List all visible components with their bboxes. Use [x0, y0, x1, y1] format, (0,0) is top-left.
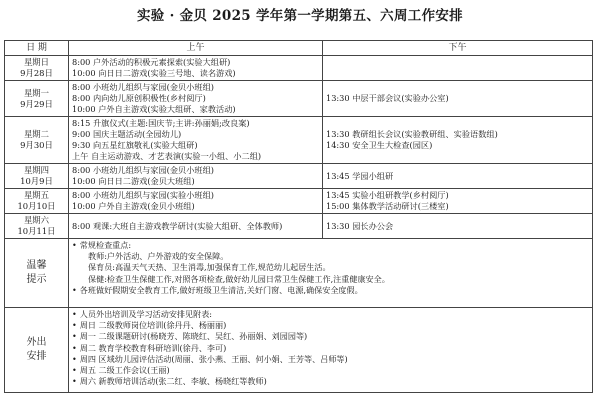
day-row — [5, 214, 593, 239]
notes-line: • 常规检查重点: — [72, 240, 589, 251]
outing-line: • 周五 二级工作会议(王丽) — [72, 365, 589, 376]
day-date — [5, 189, 69, 214]
weekday-label: 星期六 — [23, 215, 50, 225]
notes-label: 温馨 提示 — [5, 239, 69, 308]
schedule-entry: 13:30 中层干部会议(实验办公室) — [326, 93, 449, 103]
outing-label: 外出 安排 — [5, 308, 69, 393]
notes-line: • 各班做好假期安全教育工作,做好班级卫生清洁,关好门窗、电源,确保安全度假。 — [72, 285, 589, 296]
date-label: 10月11日 — [17, 226, 56, 236]
schedule-entry: 8:00 小班幼儿组织与家园(金贝小班组) — [72, 165, 215, 175]
outing-line: • 人员外出培训及学习活动安排见附表: — [72, 309, 589, 320]
schedule-entry: 13:45 实验小组研教学(乡村阅厅) — [326, 190, 449, 200]
afternoon-cell — [323, 81, 593, 117]
morning-cell — [69, 81, 323, 117]
afternoon-cell — [323, 164, 593, 189]
outing-line: • 周六 新教师培训活动(张二红、李敏、杨晓红等教师) — [72, 376, 589, 387]
afternoon-cell — [323, 56, 593, 81]
morning-cell — [69, 189, 323, 214]
schedule-entry: 13:30 园长办公会 — [326, 220, 394, 231]
outing-row — [5, 308, 593, 393]
schedule-entry: 8:00 内向幼儿原创积极性(乡村阅厅) — [72, 93, 206, 103]
weekday-label: 星期二 — [23, 129, 50, 139]
schedule-entry: 13:30 教研组长会议(实验教研组、实验语数组) — [326, 129, 498, 139]
notes-row — [5, 239, 593, 308]
schedule-entry: 10:00 户外自主游戏(金贝小班组) — [72, 201, 195, 211]
date-label: 9月28日 — [20, 68, 53, 78]
outing-line: • 周二 教育学校教育科研培训(徐丹、李可) — [72, 343, 589, 354]
weekday-label: 星期一 — [23, 87, 50, 98]
day-date — [5, 81, 69, 117]
day-date — [5, 117, 69, 164]
morning-cell — [69, 56, 323, 81]
schedule-entry: 8:00 观课:大班自主游戏教学研讨(实验大组研、全体教师) — [72, 220, 283, 231]
schedule-entry: 10:00 户外自主游戏(实验大组研、家教活动) — [72, 104, 236, 114]
morning-cell — [69, 117, 323, 164]
outing-content — [69, 308, 593, 393]
day-date — [5, 214, 69, 239]
notes-line: 教师:户外活动、户外游戏的安全保障。 — [88, 251, 229, 262]
schedule-entry: 8:00 小班幼儿组织与家园(实验小班组) — [72, 190, 215, 200]
day-row — [5, 164, 593, 189]
date-label: 10月10日 — [17, 201, 56, 211]
weekday-label: 星期四 — [23, 165, 50, 175]
date-label: 10月9日 — [20, 176, 53, 186]
day-row — [5, 189, 593, 214]
schedule-entry: 13:45 学园小组研 — [326, 170, 394, 181]
day-row — [5, 56, 593, 81]
notes-line: 保育员:高温天气天热、卫生消毒,加强保育工作,规范幼儿起居生活。 — [88, 262, 331, 273]
outing-line: • 周日 二级教师岗位培训(徐丹丹、杨丽丽) — [72, 320, 589, 331]
date-label: 9月30日 — [20, 140, 53, 150]
notes-line: 保健:检查卫生保健工作,对照各项检查,做好幼儿园日常卫生保健工作,注重健康安全。 — [88, 273, 390, 284]
day-date — [5, 56, 69, 81]
schedule-entry: 10:00 向日日二游戏(金贝大班组) — [72, 176, 195, 186]
outing-line: • 周一 二级课题研讨(杨晓芳、陈晓红、吴红、孙丽娟、刘园园等) — [72, 331, 589, 342]
morning-cell — [69, 214, 323, 239]
table-header-row — [5, 41, 593, 56]
date-column-header: 日 期 — [5, 41, 69, 56]
day-row — [5, 117, 593, 164]
afternoon-column-header: 下午 — [323, 41, 593, 56]
schedule-entry: 9:30 向五星红旗敬礼(实验大组研) — [72, 140, 198, 150]
afternoon-cell — [323, 214, 593, 239]
schedule-entry: 8:00 户外活动的积极元素探索(实验大组研) — [72, 57, 231, 67]
day-row — [5, 81, 593, 117]
weekday-label: 星期五 — [23, 190, 50, 200]
schedule-table — [4, 40, 593, 393]
schedule-entry: 上午 自主运动游戏、才艺表演(实验一小组、小二组) — [72, 151, 262, 161]
outing-line: • 周四 区域幼儿园评估活动(周丽、张小燕、王丽、何小娟、王芳等、吕师等) — [72, 354, 589, 365]
afternoon-cell — [323, 117, 593, 164]
schedule-entry: 8:00 小班幼儿组织与家园(金贝小班组) — [72, 82, 215, 92]
day-date — [5, 164, 69, 189]
page-title: 实验 · 金贝 2025 学年第一学期第五、六周工作安排 — [137, 8, 463, 24]
morning-cell — [69, 164, 323, 189]
schedule-entry: 15:00 集体教学活动研讨(三楼室) — [326, 201, 449, 211]
date-label: 9月29日 — [20, 98, 53, 109]
schedule-entry: 14:30 安全卫生大检查(园区) — [326, 140, 433, 150]
schedule-entry: 9:00 国庆主题活动(全园幼儿) — [72, 129, 182, 139]
afternoon-cell — [323, 189, 593, 214]
notes-content — [69, 239, 593, 308]
morning-column-header: 上午 — [69, 41, 323, 56]
weekday-label: 星期日 — [23, 57, 50, 67]
schedule-entry: 10:00 向日日二游戏(实验三号地、读名游戏) — [72, 68, 236, 78]
schedule-entry: 8:15 升旗仪式(主题:国庆节;主讲:孙丽娟;改良案) — [72, 118, 250, 128]
